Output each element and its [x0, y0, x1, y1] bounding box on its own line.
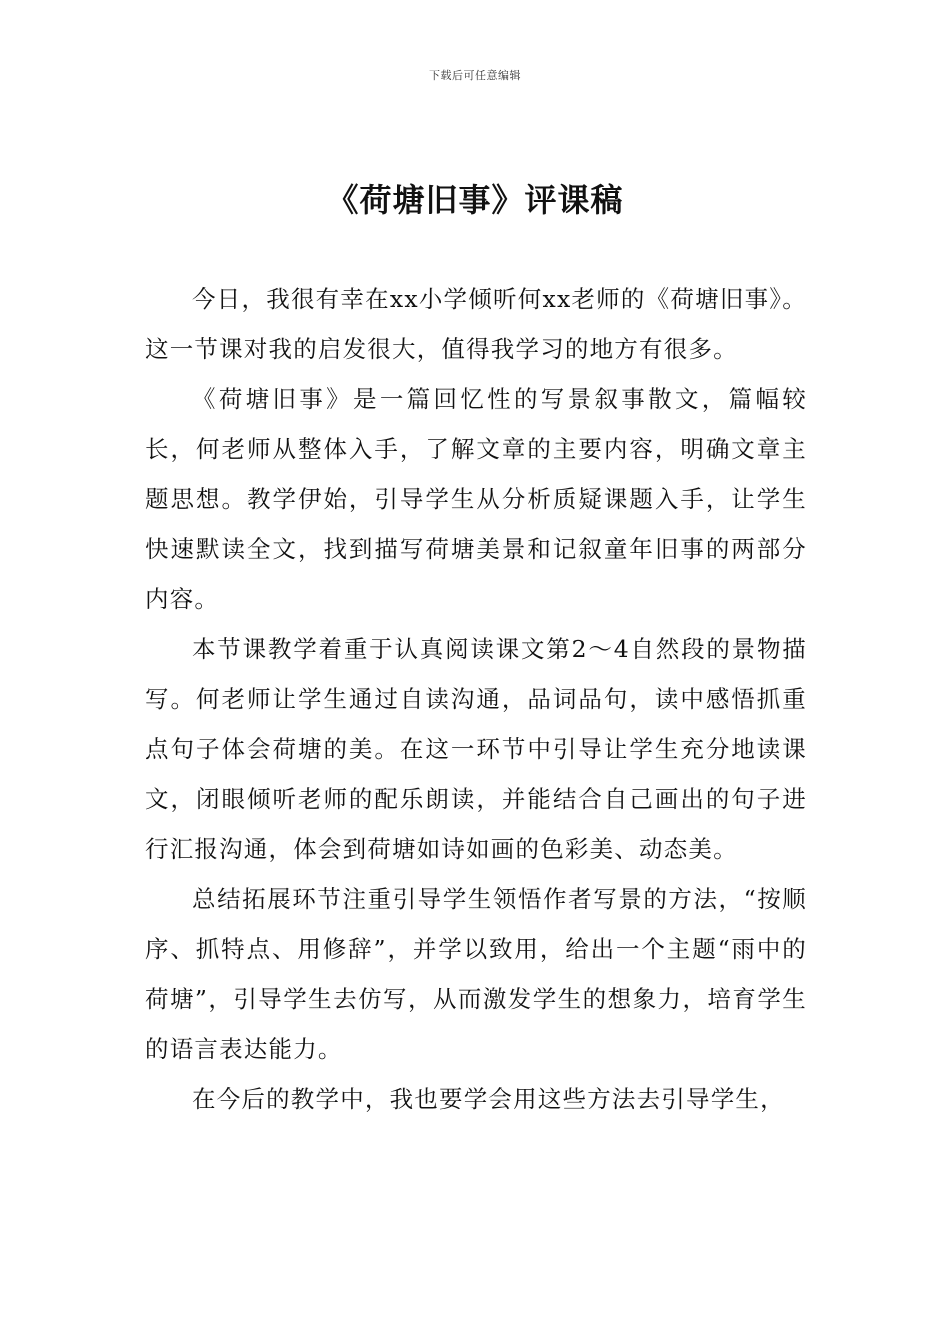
paragraph-1: 今日，我很有幸在xx小学倾听何xx老师的《荷塘旧事》。这一节课对我的启发很大，值得我学习的地方有很多。 [145, 285, 807, 363]
paragraph-3: 本节课教学着重于认真阅读课文第2～4自然段的景物描写。何老师让学生通过自读沟通，品词品句，读中感悟抓重点句子体会荷塘的美。在这一环节中引导让学生充分地读课文，闭眼倾听老师的配乐朗读，并能结合自己画出的句子进行汇报沟通，体会到荷塘如诗如画的色彩美、动态美。 [145, 635, 807, 863]
header-note: 下载后可任意编辑 [429, 69, 521, 82]
paragraph-5: 在今后的教学中，我也要学会用这些方法去引导学生， [192, 1085, 785, 1113]
document-title: 《荷塘旧事》评课稿 [326, 181, 624, 219]
paragraph-4: 总结拓展环节注重引导学生领悟作者写景的方法，“按顺序、抓特点、用修辞”，并学以致用，给出一个主题“雨中的荷塘”，引导学生去仿写，从而激发学生的想象力，培育学生的语言表达能力。 [145, 885, 807, 1063]
paragraph-2: 《荷塘旧事》是一篇回忆性的写景叙事散文，篇幅较长，何老师从整体入手，了解文章的主要内容，明确文章主题思想。教学伊始，引导学生从分析质疑课题入手，让学生快速默读全文，找到描写荷塘美景和记叙童年旧事的两部分内容。 [145, 385, 807, 613]
document-body [145, 274, 807, 1124]
